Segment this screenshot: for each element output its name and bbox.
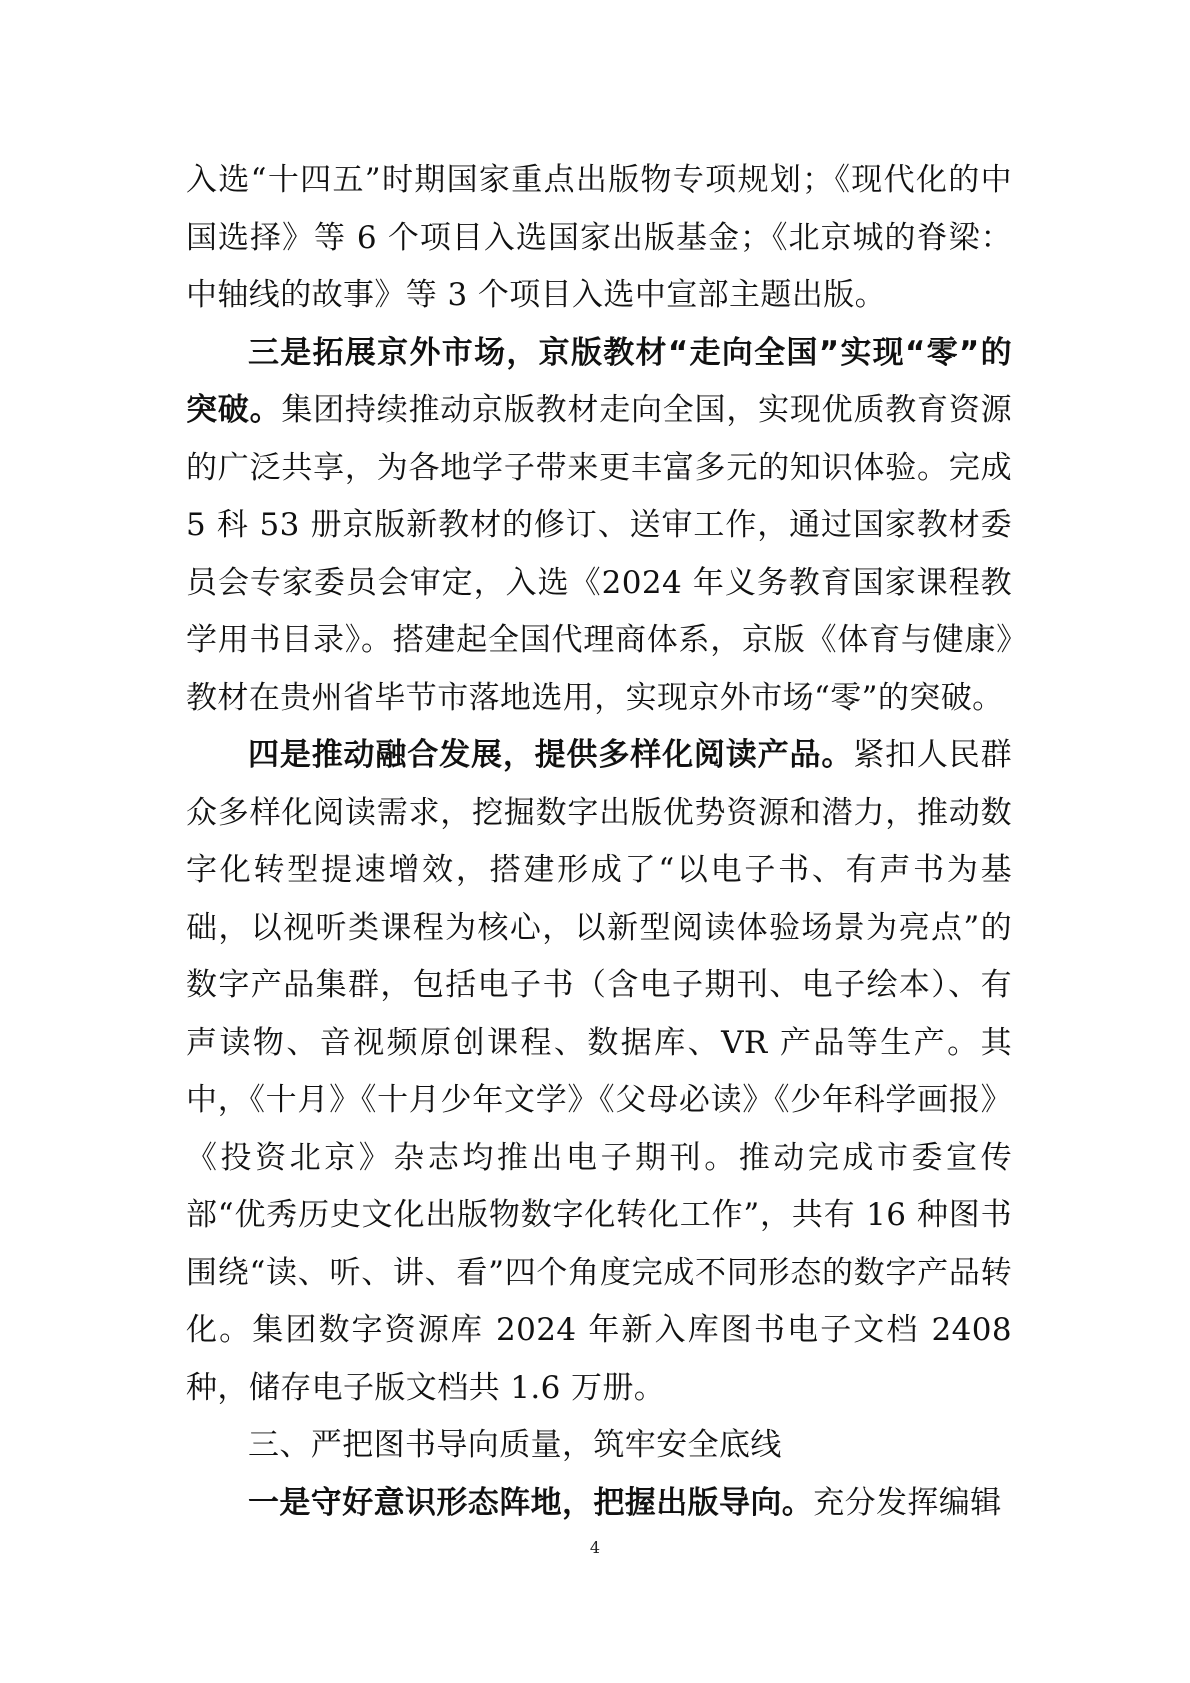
body-text (186, 152, 1012, 1532)
paragraph-text: 充分发挥编辑 (813, 1484, 1002, 1521)
paragraph-text: 集团持续推动京版教材走向全国，实现优质教育资源的广泛共享，为各地学子带来更丰富多元的知识体验。完成 5 科 53 册京版新教材的修订、送审工作，通过国家教材委员会专家委员会审定，入选《2024 年义务教育国家课程教学用书目录》。搭建起全国代理商体系，京版《体育与健康》教材在贵州省毕节市落地选用，实现京外市场“零”的突破。 (186, 392, 1012, 716)
paragraph-lead: 四是推动融合发展，提供多样化阅读产品。 (248, 737, 854, 773)
page-number: 4 (589, 1538, 601, 1557)
paragraph-textbook-market (186, 325, 1012, 728)
paragraph-continuation (186, 152, 1012, 325)
paragraph-text: 紧扣人民群众多样化阅读需求，挖掘数字出版优势资源和潜力，推动数字化转型提速增效，搭建形成了“以电子书、有声书为基础，以视听类课程为核心，以新型阅读体验场景为亮点”的数字产品集群，包括电子书（含电子期刊、电子绘本）、有声读物、音视频原创课程、数据库、VR 产品等生产。其中，《十月》《十月少年文学》《父母必读》《少年科学画报》《投资北京》杂志均推出电子期刊。推动完成市委宣传部“优秀历史文化出版物数字化转化工作”，共有 16 种图书围绕“读、听、讲、看”四个角度完成不同形态的数字产品转化。集团数字资源库 2024 年新入库图书电子文档 2408 种，储存电子版文档共 1.6 万册。 (186, 737, 1012, 1406)
paragraph-lead: 三是拓展京外市场，京版教材“走向全国”实现“零”的突破。 (186, 334, 1012, 428)
paragraph-lead: 一是守好意识形态阵地，把握出版导向。 (248, 1484, 814, 1521)
paragraph-ideology (186, 1475, 1012, 1533)
paragraph-text: 入选“十四五”时期国家重点出版物专项规划；《现代化的中国选择》等 6 个项目入选国家出版基金；《北京城的脊梁：中轴线的故事》等 3 个项目入选中宣部主题出版。 (186, 162, 1012, 313)
paragraph-digital-reading (186, 727, 1012, 1417)
section-heading: 三、严把图书导向质量，筑牢安全底线 (248, 1427, 782, 1463)
